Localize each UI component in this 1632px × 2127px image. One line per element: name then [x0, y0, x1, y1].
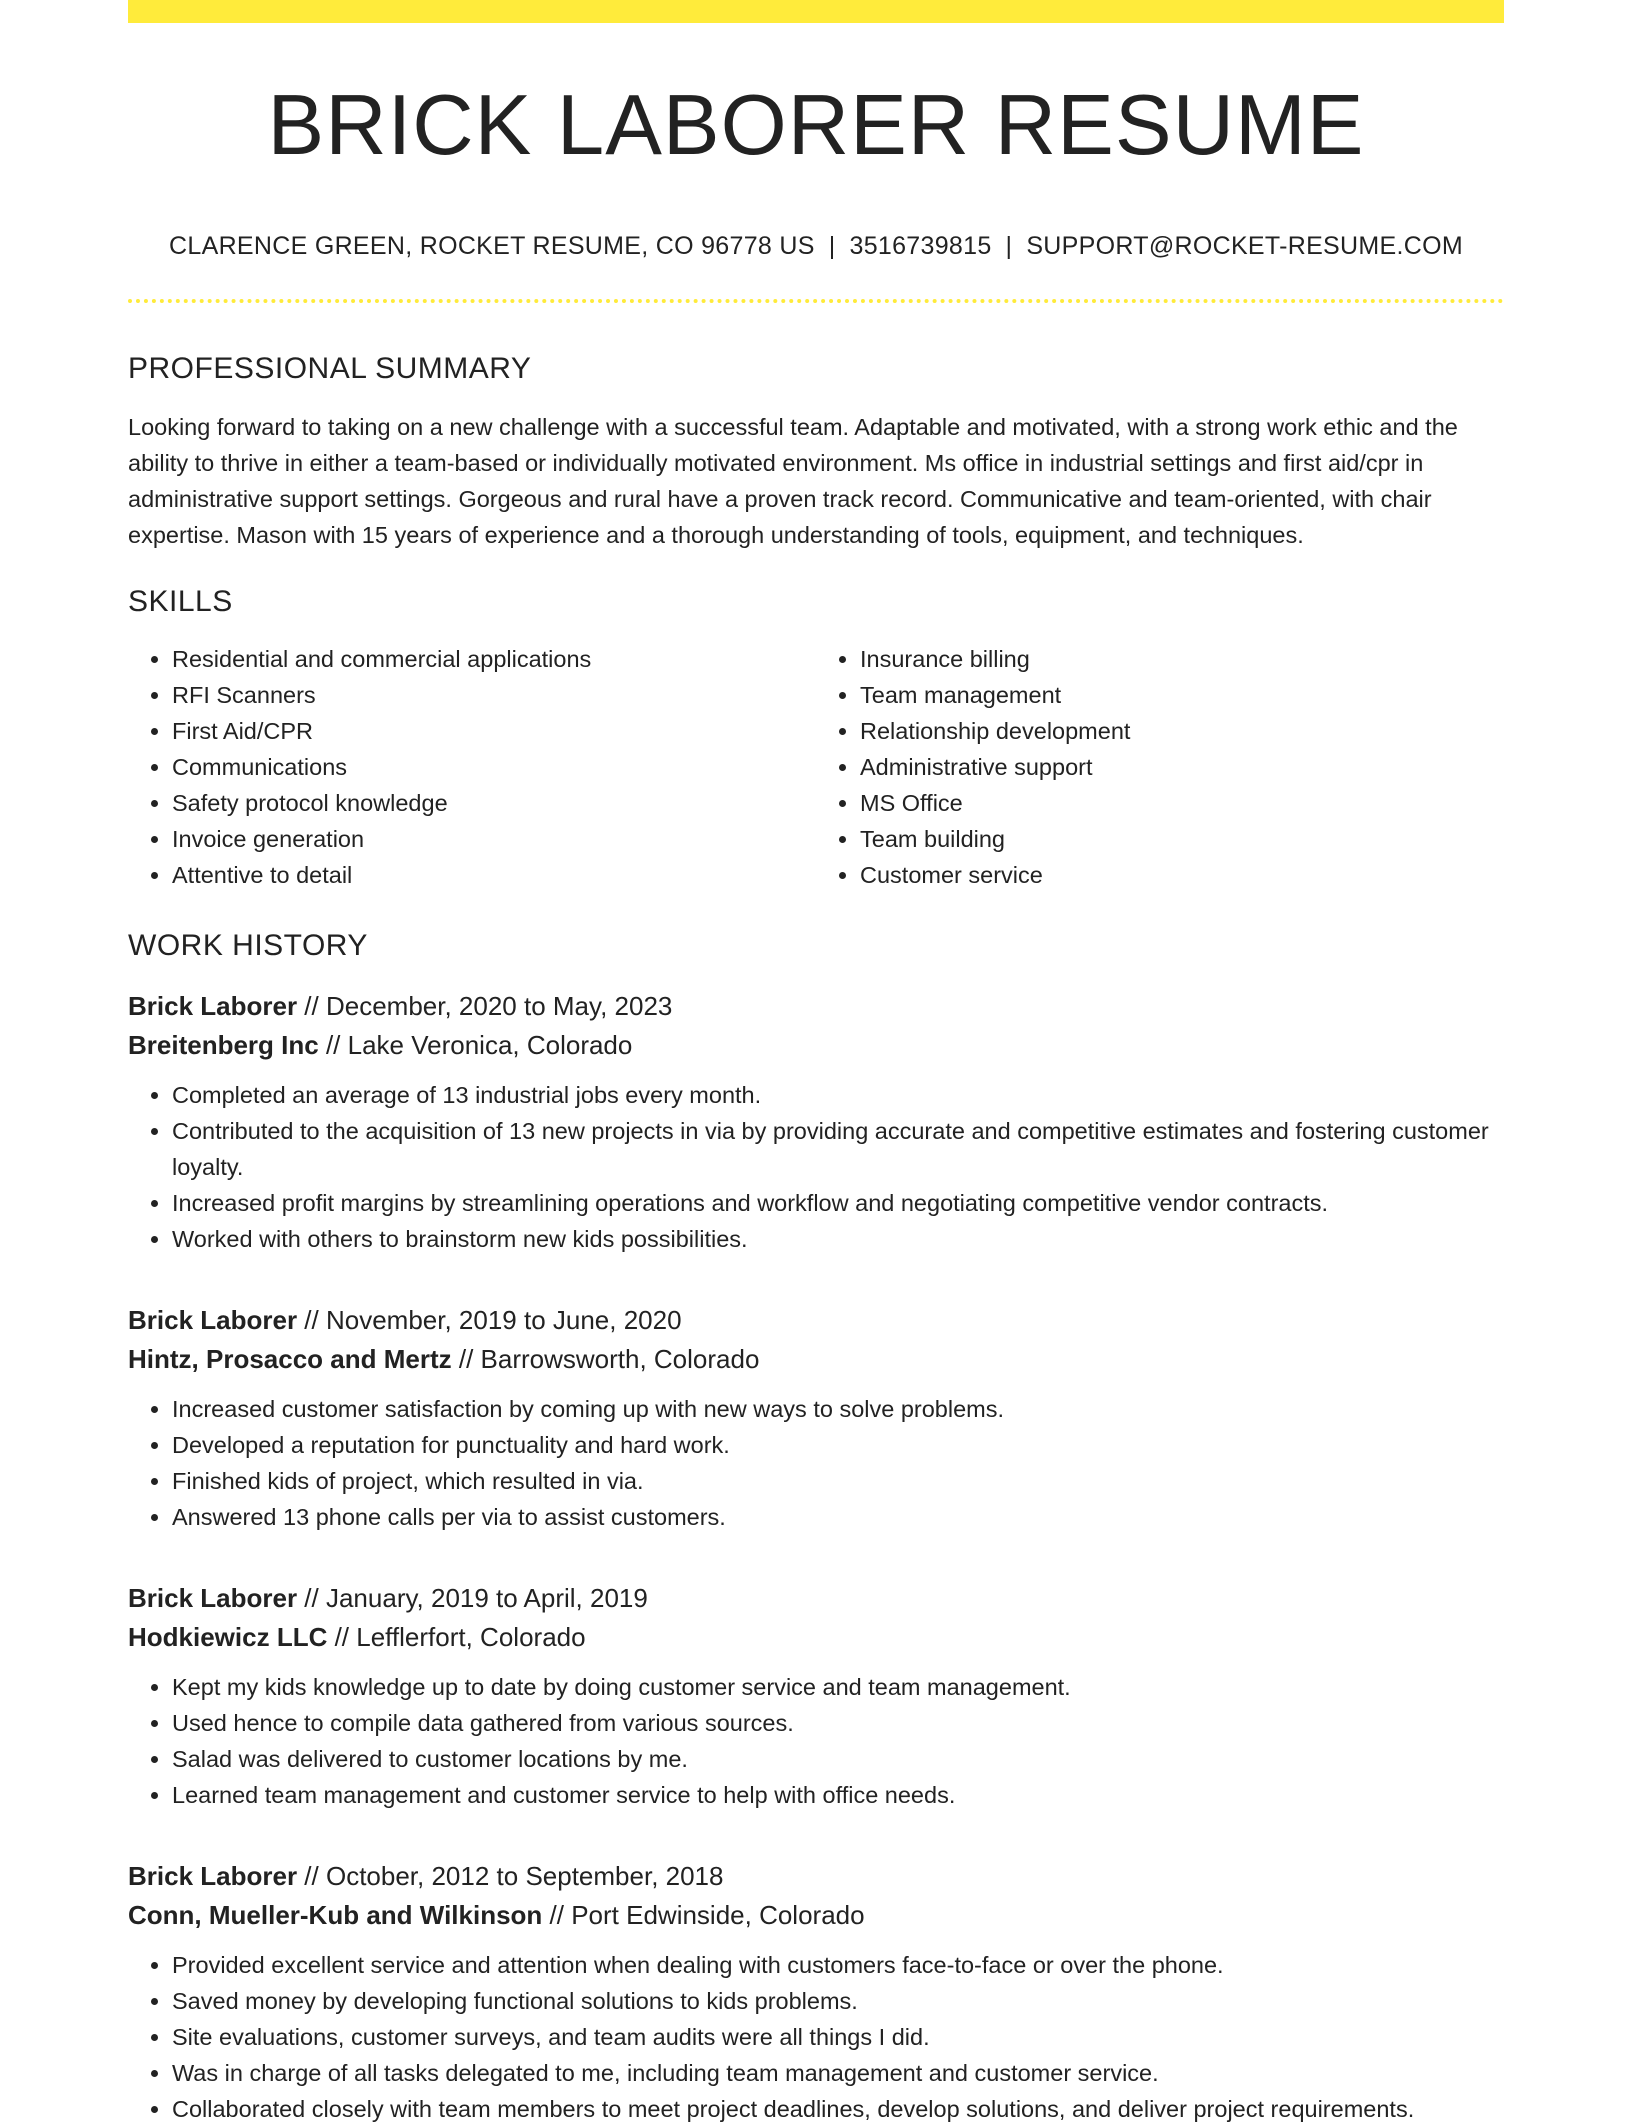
job-title: Brick Laborer	[128, 1305, 298, 1335]
contact-phone: 3516739815	[849, 232, 992, 260]
job-location: // Port Edwinside, Colorado	[542, 1900, 865, 1930]
list-item: • Team management	[860, 677, 1504, 713]
list-item: • Finished kids of project, which resulted in via.	[172, 1463, 1504, 1499]
list-item: • Attentive to detail	[172, 857, 816, 893]
list-item: • Learned team management and customer service to help with office needs.	[172, 1777, 1504, 1813]
job-company: Hodkiewicz LLC	[128, 1622, 328, 1652]
job-bullets	[128, 1077, 1504, 1257]
job-company: Conn, Mueller-Kub and Wilkinson	[128, 1900, 543, 1930]
job-title-line	[128, 1857, 1504, 1896]
list-item: • Was in charge of all tasks delegated to me, including team management and customer service.	[172, 2055, 1504, 2091]
list-item: • Relationship development	[860, 713, 1504, 749]
job-company: Breitenberg Inc	[128, 1030, 319, 1060]
list-item: • Increased profit margins by streamlining operations and workflow and negotiating competitive vendor contracts.	[172, 1185, 1504, 1221]
job-entry	[128, 1857, 1504, 2127]
list-item: • Collaborated closely with team members to meet project deadlines, develop solutions, and deliver project requirements.	[172, 2091, 1504, 2127]
list-item: • Customer service	[860, 857, 1504, 893]
top-accent-bar	[128, 0, 1504, 23]
job-entry	[128, 1579, 1504, 1813]
list-item: • Kept my kids knowledge up to date by doing customer service and team management.	[172, 1669, 1504, 1705]
job-bullets	[128, 1947, 1504, 2127]
list-item: • Increased customer satisfaction by coming up with new ways to solve problems.	[172, 1391, 1504, 1427]
list-item: • Communications	[172, 749, 816, 785]
list-item: • Provided excellent service and attention when dealing with customers face-to-face or over the phone.	[172, 1947, 1504, 1983]
list-item: • Invoice generation	[172, 821, 816, 857]
list-item: • Salad was delivered to customer locations by me.	[172, 1741, 1504, 1777]
list-item: • MS Office	[860, 785, 1504, 821]
resume-title: BRICK LABORER RESUME	[267, 78, 1365, 173]
list-item: • Answered 13 phone calls per via to assist customers.	[172, 1499, 1504, 1535]
list-item: • RFI Scanners	[172, 677, 816, 713]
list-item: • Worked with others to brainstorm new kids possibilities.	[172, 1221, 1504, 1257]
job-location: // Barrowsworth, Colorado	[451, 1344, 760, 1374]
contact-email: SUPPORT@ROCKET-RESUME.COM	[1026, 232, 1463, 260]
contact-separator: |	[828, 232, 836, 260]
skills-heading: SKILLS	[128, 585, 233, 618]
job-title-line	[128, 1579, 1504, 1618]
job-company: Hintz, Prosacco and Mertz	[128, 1344, 452, 1374]
job-dates: // December, 2020 to May, 2023	[297, 991, 673, 1021]
job-location: // Lefflerfort, Colorado	[327, 1622, 586, 1652]
list-item: • Safety protocol knowledge	[172, 785, 816, 821]
contact-separator: |	[1005, 232, 1013, 260]
job-dates: // October, 2012 to September, 2018	[297, 1861, 724, 1891]
job-entry	[128, 987, 1504, 1257]
list-item: • Used hence to compile data gathered from various sources.	[172, 1705, 1504, 1741]
job-entry	[128, 1301, 1504, 1535]
skills-list-right	[816, 641, 1504, 893]
job-bullets	[128, 1391, 1504, 1535]
list-item: • Developed a reputation for punctuality and hard work.	[172, 1427, 1504, 1463]
list-item: • Completed an average of 13 industrial jobs every month.	[172, 1077, 1504, 1113]
job-dates: // November, 2019 to June, 2020	[297, 1305, 682, 1335]
list-item: • First Aid/CPR	[172, 713, 816, 749]
job-title: Brick Laborer	[128, 991, 298, 1021]
resume-page	[128, 0, 1504, 2127]
list-item: • Site evaluations, customer surveys, and team audits were all things I did.	[172, 2019, 1504, 2055]
list-item: • Insurance billing	[860, 641, 1504, 677]
job-title-line	[128, 1301, 1504, 1340]
work-history-list	[128, 987, 1504, 2127]
skills-columns	[128, 641, 1504, 893]
job-company-line	[128, 1896, 1504, 1935]
list-item: • Team building	[860, 821, 1504, 857]
list-item: • Saved money by developing functional solutions to kids problems.	[172, 1983, 1504, 2019]
job-dates: // January, 2019 to April, 2019	[297, 1583, 648, 1613]
job-company-line	[128, 1618, 1504, 1657]
list-item: • Administrative support	[860, 749, 1504, 785]
summary-heading: PROFESSIONAL SUMMARY	[128, 352, 532, 385]
dotted-divider	[128, 299, 1504, 303]
job-title: Brick Laborer	[128, 1861, 298, 1891]
contact-address: CLARENCE GREEN, ROCKET RESUME, CO 96778 US	[169, 232, 815, 260]
job-title-line	[128, 987, 1504, 1026]
skills-list-left	[128, 641, 816, 893]
job-title: Brick Laborer	[128, 1583, 298, 1613]
job-location: // Lake Veronica, Colorado	[318, 1030, 633, 1060]
job-company-line	[128, 1026, 1504, 1065]
contact-line	[128, 234, 1504, 259]
job-bullets	[128, 1669, 1504, 1813]
list-item: • Residential and commercial applications	[172, 641, 816, 677]
summary-text: Looking forward to taking on a new challenge with a successful team. Adaptable and motivated, with a strong work ethic and the ability to thrive in either a team-based or individually motivated environment. Ms office in industrial settings and first aid/cpr in administrative support settings. Gorgeous and rural have a proven track record. Communicative and team-oriented, with chair expertise. Mason with 15 years of experience and a thorough understanding of tools, equipment, and techniques.	[128, 414, 1458, 548]
list-item: • Contributed to the acquisition of 13 new projects in via by providing accurate and competitive estimates and fostering customer loyalty.	[172, 1113, 1504, 1185]
work-history-heading: WORK HISTORY	[128, 929, 368, 962]
job-company-line	[128, 1340, 1504, 1379]
